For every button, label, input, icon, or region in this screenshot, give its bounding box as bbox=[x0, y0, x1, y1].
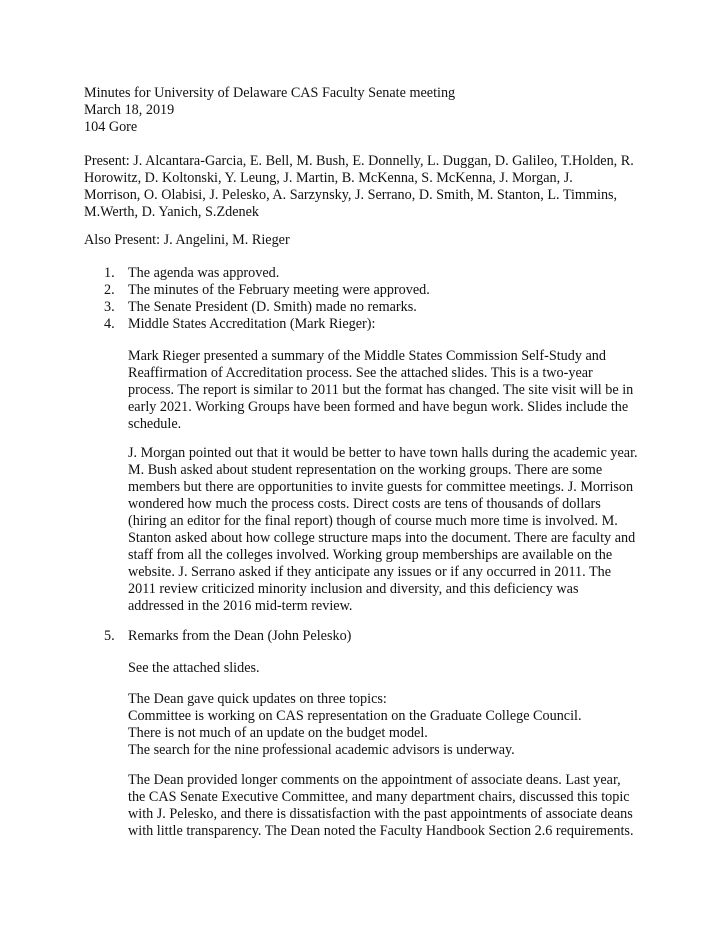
paragraph-line: with J. Pelesko, and there is dissatisfaction with the past appointments of associate deans bbox=[128, 806, 633, 822]
present-list bbox=[84, 153, 644, 221]
paragraph-line: J. Morgan pointed out that it would be better to have town halls during the academic year. bbox=[128, 445, 638, 461]
list-number: 3. bbox=[104, 299, 115, 315]
list-text: Remarks from the Dean (John Pelesko) bbox=[128, 628, 352, 644]
paragraph-line: addressed in the 2016 mid-term review. bbox=[128, 598, 353, 614]
minutes-header bbox=[84, 85, 644, 136]
paragraph-line: schedule. bbox=[128, 416, 182, 432]
present-line: Present: J. Alcantara-Garcia, E. Bell, M. Bush, E. Donnelly, L. Duggan, D. Galileo, T.Holden, R. bbox=[84, 153, 634, 169]
paragraph-line: members but there are opportunities to invite guests for committee meetings. J. Morrison bbox=[128, 479, 634, 495]
list-text: The minutes of the February meeting were approved. bbox=[128, 282, 430, 298]
list-text: The agenda was approved. bbox=[128, 265, 280, 281]
list-number: 5. bbox=[104, 628, 115, 644]
paragraph-line: M. Bush asked about student representation on the working groups. There are some bbox=[128, 462, 603, 478]
paragraph-line: (hiring an editor for the final report) though of course much more time is involved. M. bbox=[128, 513, 618, 529]
item5-paragraph bbox=[128, 772, 648, 840]
paragraph-line: Mark Rieger presented a summary of the Middle States Commission Self-Study and bbox=[128, 348, 606, 364]
paragraph-line: process. The report is similar to 2011 but the format has changed. The site visit will be in bbox=[128, 382, 634, 398]
item4-paragraph-2 bbox=[128, 445, 648, 615]
paragraph-line: There is not much of an update on the budget model. bbox=[128, 725, 428, 741]
also-present bbox=[84, 232, 644, 249]
paragraph-line: staff from all the colleges involved. Working group memberships are available on the bbox=[128, 547, 613, 563]
present-line: Morrison, O. Olabisi, J. Pelesko, A. Sarzynsky, J. Serrano, D. Smith, M. Stanton, L. Timmins, bbox=[84, 187, 618, 203]
document-title: Minutes for University of Delaware CAS Faculty Senate meeting bbox=[84, 85, 456, 101]
paragraph-line: the CAS Senate Executive Committee, and many department chairs, discussed this topic bbox=[128, 789, 630, 805]
paragraph-line: The search for the nine professional academic advisors is underway. bbox=[128, 742, 515, 758]
meeting-location: 104 Gore bbox=[84, 119, 138, 135]
list-number: 4. bbox=[104, 316, 115, 332]
paragraph-line: website. J. Serrano asked if they anticipate any issues or if any occurred in 2011. The bbox=[128, 564, 612, 580]
paragraph-line: Committee is working on CAS representation on the Graduate College Council. bbox=[128, 708, 582, 724]
paragraph-line: with little transparency. The Dean noted the Faculty Handbook Section 2.6 requirements. bbox=[128, 823, 634, 839]
paragraph-line: The Dean gave quick updates on three topics: bbox=[128, 691, 387, 707]
item5-updates bbox=[128, 691, 648, 759]
present-line: M.Werth, D. Yanich, S.Zdenek bbox=[84, 204, 259, 220]
paragraph-line: 2011 review criticized minority inclusion and diversity, and this deficiency was bbox=[128, 581, 579, 597]
paragraph-line: Reaffirmation of Accreditation process. See the attached slides. This is a two-year bbox=[128, 365, 593, 381]
present-line: Horowitz, D. Koltonski, Y. Leung, J. Martin, B. McKenna, S. McKenna, J. Morgan, J. bbox=[84, 170, 573, 186]
paragraph-line: Stanton asked about how college structure maps into the document. There are faculty and bbox=[128, 530, 636, 546]
list-text: Middle States Accreditation (Mark Rieger): bbox=[128, 316, 376, 332]
paragraph-line: early 2021. Working Groups have been formed and have begun work. Slides include the bbox=[128, 399, 629, 415]
paragraph-line: wondered how much the process costs. Direct costs are tens of thousands of dollars bbox=[128, 496, 601, 512]
meeting-date: March 18, 2019 bbox=[84, 102, 175, 118]
list-number: 1. bbox=[104, 265, 115, 281]
paragraph-line: The Dean provided longer comments on the appointment of associate deans. Last year, bbox=[128, 772, 621, 788]
list-text: The Senate President (D. Smith) made no remarks. bbox=[128, 299, 417, 315]
item5-see-slides bbox=[128, 660, 648, 677]
item4-paragraph-1 bbox=[128, 348, 648, 433]
also-present-text: Also Present: J. Angelini, M. Rieger bbox=[84, 232, 290, 248]
paragraph-line: See the attached slides. bbox=[128, 660, 260, 676]
list-number: 2. bbox=[104, 282, 115, 298]
